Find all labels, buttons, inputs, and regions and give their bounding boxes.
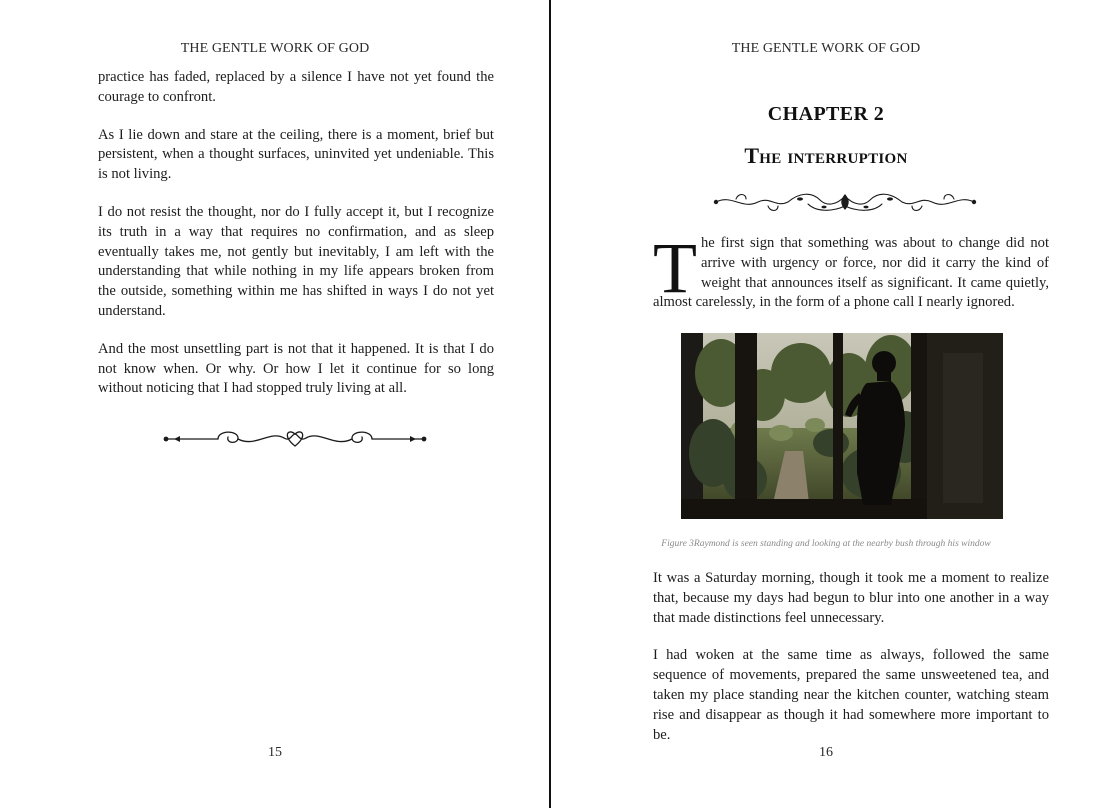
figure-caption: Figure 3Raymond is seen standing and looking at the nearby bush through his window: [661, 539, 991, 549]
paragraph: I had woken at the same time as always, followed the same sequence of movements, prepared the same unsweetened tea, and taken my place standing near the kitchen counter, watching steam rise and disappear as though it had somewhere more important to be.: [653, 647, 1049, 743]
drop-cap: T: [653, 228, 697, 308]
spine-divider: [549, 0, 551, 808]
running-head-left: THE GENTLE WORK OF GOD: [180, 41, 370, 56]
left-page-body: [98, 68, 494, 417]
right-page-body: [653, 569, 1049, 763]
paragraph: I do not resist the thought, nor do I fully accept it, but I recognize its truth in a way that requires no confirmation, and as sleep eventually takes me, not gently but inevitably, I am left with the understanding that while nothing in my life appears broken from the outside, something within me has shifted in ways I do not yet understand.: [98, 203, 494, 319]
paragraph: As I lie down and stare at the ceiling, there is a moment, brief but persistent, when a thought surfaces, uninvited yet undeniable. This is not living.: [98, 126, 494, 183]
paragraph: And the most unsettling part is not that it happened. It is that I do not know when. Or why. Or how I let it continue for so long without noticing that I had stopped truly living at all.: [98, 340, 494, 397]
filigree-divider-icon: [712, 190, 978, 214]
page-number-right: 16: [819, 745, 833, 760]
scroll-divider-icon: [160, 426, 430, 452]
chapter-title: The interruption: [744, 143, 908, 168]
opening-paragraph-text: he first sign that something was about to change did not arrive with urgency or force, nor did it carry the kind of weight that announces itself as significant. It came quietly, almost carelessly, in the form of a phone call I nearly ignored.: [653, 235, 1049, 311]
man-standing-at-window-garden-photo: [681, 333, 1003, 519]
chapter-opening: [653, 228, 1049, 331]
paragraph: It was a Saturday morning, though it took me a moment to realize that, because my days had begun to blur into one another in a way that made distinctions feel unnecessary.: [653, 570, 1049, 626]
opening-paragraph: [653, 228, 1049, 313]
right-page: [552, 0, 1100, 808]
paragraph: practice has faded, replaced by a silence I have not yet found the courage to confront.: [98, 69, 494, 105]
chapter-number: CHAPTER 2: [767, 103, 885, 125]
running-head-right: THE GENTLE WORK OF GOD: [731, 41, 921, 56]
page-number-left: 15: [268, 745, 282, 760]
